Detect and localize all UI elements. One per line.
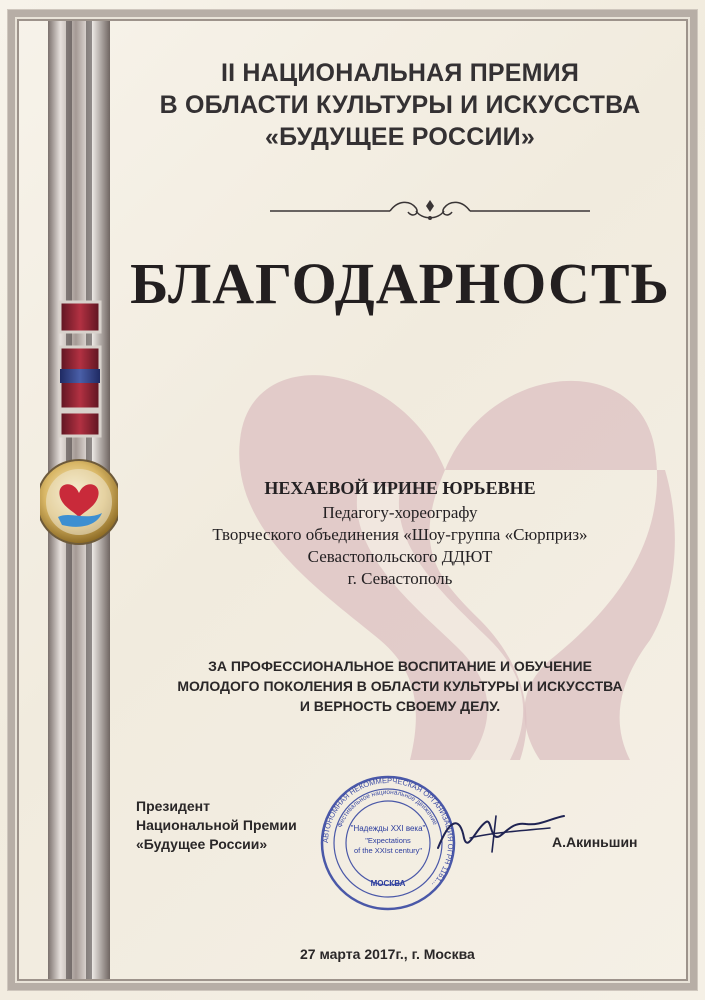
recipient-organization: Творческого объединения «Шоу-группа «Сюрприз» [212, 525, 588, 544]
issue-date: 27 марта 2017г., г. Москва [300, 946, 475, 962]
merit-line-2: МОЛОДОГО ПОКОЛЕНИЯ В ОБЛАСТИ КУЛЬТУРЫ И ИСКУССТВА [177, 678, 623, 694]
stamp-center-en-2: of the XXIst century" [353, 846, 423, 855]
signatory-title-line-2: Национальной Премии [136, 817, 297, 833]
merit-line-1: ЗА ПРОФЕССИОНАЛЬНОЕ ВОСПИТАНИЕ И ОБУЧЕНИЕ [208, 658, 592, 674]
signatory-title-line-3: «Будущее России» [136, 836, 268, 852]
recipient-position: Педагогу-хореографу [322, 503, 478, 522]
certificate-frame [8, 10, 697, 990]
stamp-city: МОСКВА [370, 879, 406, 888]
award-header-line-2: В ОБЛАСТИ КУЛЬТУРЫ И ИСКУССТВА [159, 91, 641, 119]
signatory-name: А.Акиньшин [552, 834, 638, 850]
stamp-center-en-1: "Expectations [365, 836, 411, 845]
stamp-center-ru: "Надежды XXI века" [350, 824, 426, 833]
certificate-title: БЛАГОДАРНОСТЬ [130, 251, 670, 316]
merit-line-3: И ВЕРНОСТЬ СВОЕМУ ДЕЛУ. [299, 698, 501, 714]
award-header-line-3: «БУДУЩЕЕ РОССИИ» [265, 123, 535, 151]
signatory-title-line-1: Президент [136, 798, 210, 814]
stamp-inner-text: Фестивальное национальное движение [336, 788, 439, 829]
recipient-name: НЕХАЕВОЙ ИРИНЕ ЮРЬЕВНЕ [264, 478, 536, 498]
stamp-outer-text: АВТОНОМНАЯ НЕКОММЕРЧЕСКАЯ ОРГАНИЗАЦИЯ ОГРН 1161... [320, 775, 456, 890]
award-header-line-1: II НАЦИОНАЛЬНАЯ ПРЕМИЯ [220, 59, 580, 87]
recipient-institution: Севастопольского ДДЮТ [307, 547, 493, 566]
recipient-city: г. Севастополь [347, 569, 453, 588]
